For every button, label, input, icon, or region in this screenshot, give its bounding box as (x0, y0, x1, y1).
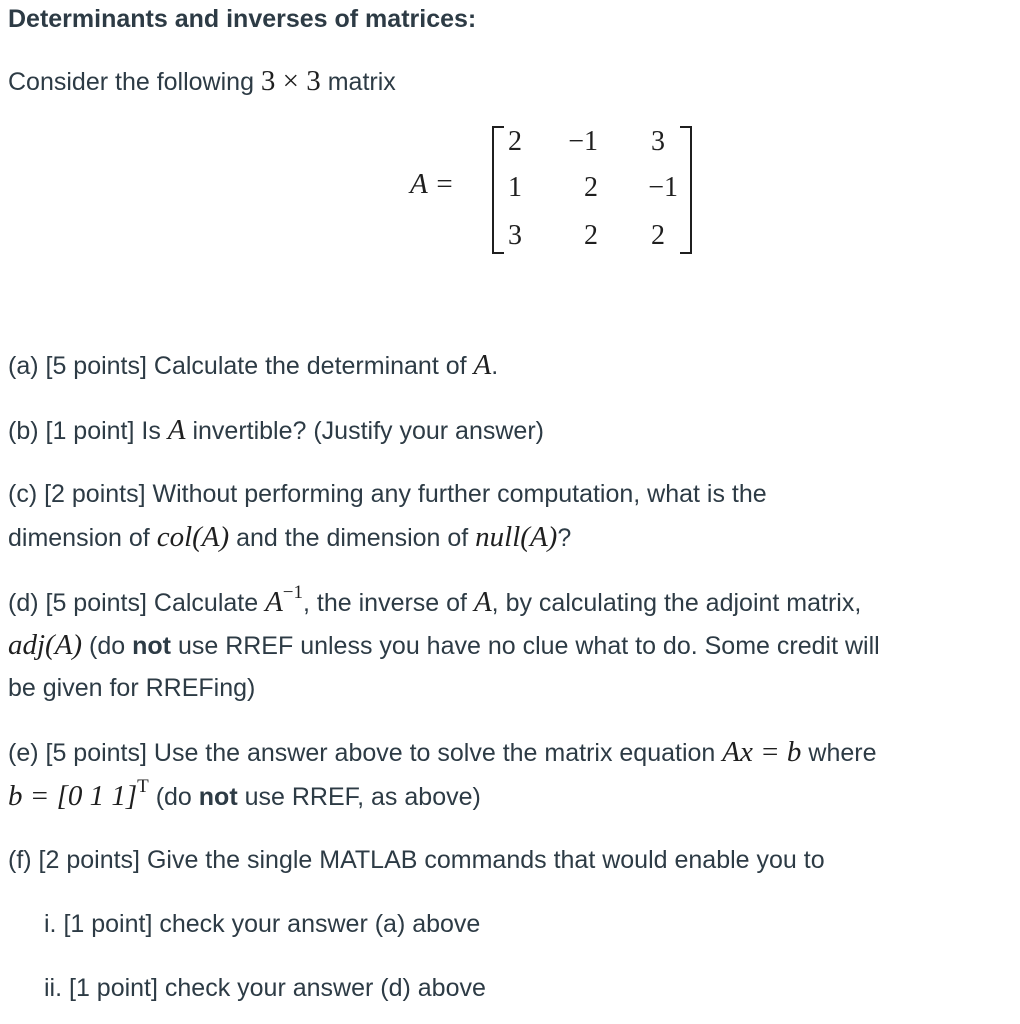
bold-not: not (198, 783, 238, 811)
math-superscript: −1 (282, 582, 304, 603)
question-b-end: invertible? (Justify your answer) (185, 417, 544, 445)
question-a-text: (a) [5 points] Calculate the determinant of (8, 352, 474, 380)
math-b-vector: b = [0 1 1] (8, 780, 138, 812)
intro-math: 3 × 3 (260, 65, 321, 97)
math-A: A (167, 414, 186, 446)
matrix-cell: 3 (508, 220, 522, 251)
question-d2-text: (do (82, 632, 133, 660)
question-d-text: (d) [5 points] Calculate (8, 589, 266, 617)
intro-line (8, 64, 396, 99)
bold-not: not (132, 632, 171, 660)
question-d-line1 (8, 582, 862, 623)
matrix-cell: 2 (584, 172, 598, 203)
question-d-line3: be given for RREFing) (8, 674, 256, 702)
math-superscript: T (137, 776, 149, 797)
right-bracket (680, 126, 692, 254)
question-e2-end: use RREF, as above) (237, 783, 481, 811)
math-A: A (265, 586, 283, 618)
question-e2-text: (do (148, 783, 199, 811)
matrix-cell: 2 (584, 220, 598, 251)
math-null-A: null(A) (475, 521, 558, 553)
math-col-A: col(A) (156, 521, 230, 553)
matrix-cell: 1 (508, 172, 522, 203)
math-A: A (473, 586, 492, 618)
question-e-line1 (8, 735, 876, 770)
question-e-line2 (8, 776, 481, 817)
intro-text-2: matrix (320, 68, 396, 96)
math-adj-A: adj(A) (8, 629, 83, 661)
math-equation: Ax = b (722, 736, 802, 768)
question-b-text: (b) [1 point] Is (8, 417, 168, 445)
question-a-end: . (491, 352, 499, 380)
matrix-A (410, 120, 710, 260)
question-d-end: , by calculating the adjoint matrix, (491, 589, 862, 617)
math-A: A (473, 349, 492, 381)
matrix-cell: 3 (651, 126, 665, 157)
question-d-line2 (8, 628, 880, 663)
question-f-i: i. [1 point] check your answer (a) above (44, 910, 481, 938)
question-f: (f) [2 points] Give the single MATLAB commands that would enable you to (8, 846, 825, 874)
matrix-cell: −1 (568, 126, 598, 157)
matrix-cell: 2 (508, 126, 522, 157)
intro-text: Consider the following (8, 68, 261, 96)
matrix-label: A = (410, 168, 455, 200)
question-d-mid: , the inverse of (303, 589, 474, 617)
question-e-end: where (801, 739, 877, 767)
question-c-line1: (c) [2 points] Without performing any further computation, what is the (8, 480, 767, 508)
question-c-text: dimension of (8, 524, 157, 552)
question-f-ii: ii. [1 point] check your answer (d) above (44, 974, 486, 1002)
question-e-text: (e) [5 points] Use the answer above to solve the matrix equation (8, 739, 723, 767)
question-c-mid: and the dimension of (229, 524, 476, 552)
matrix-cell: −1 (648, 172, 678, 203)
question-d2-end: use RREF unless you have no clue what to do. Some credit will (171, 632, 880, 660)
question-b (8, 413, 544, 448)
matrix-cell: 2 (651, 220, 665, 251)
question-c-end: ? (557, 524, 572, 552)
question-a (8, 348, 498, 383)
question-c-line2 (8, 520, 571, 555)
page-heading: Determinants and inverses of matrices: (8, 5, 477, 33)
